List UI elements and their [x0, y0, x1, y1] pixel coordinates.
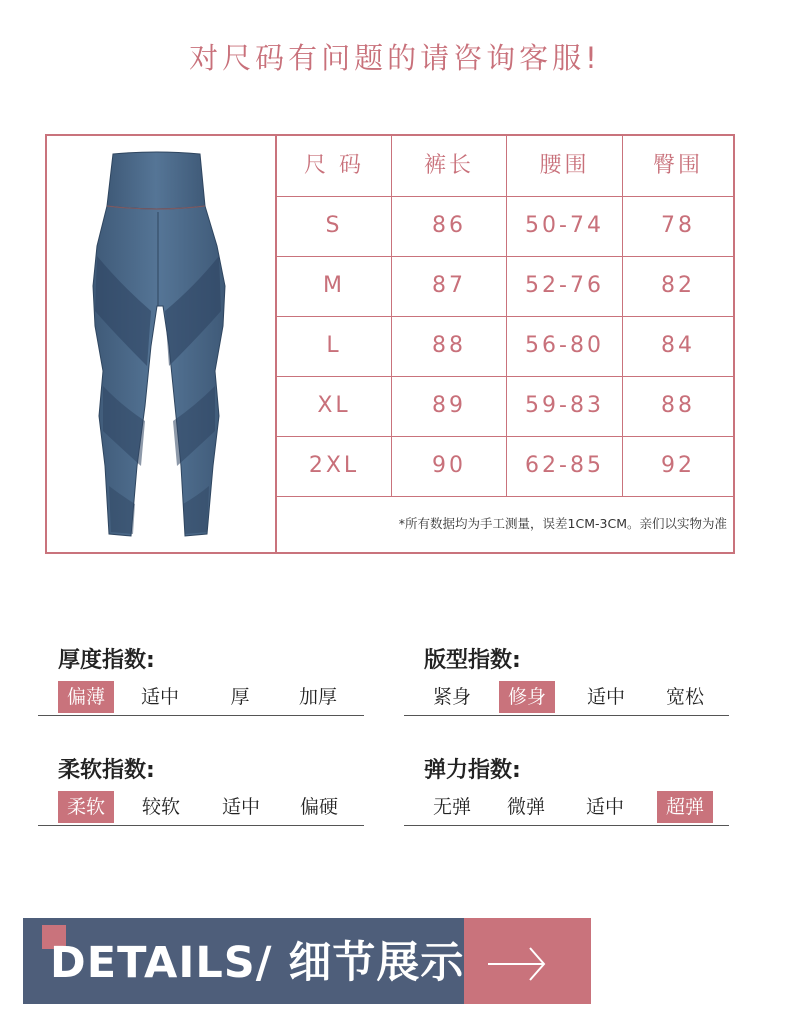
- table-row: [277, 376, 733, 437]
- fit-index: [424, 643, 729, 719]
- hip-cell: 92: [661, 453, 695, 478]
- index-title: 柔软指数:: [58, 758, 155, 783]
- index-option: 适中: [585, 796, 624, 818]
- index-option-selected: 超弹: [657, 791, 713, 823]
- measurement-note: *所有数据均为手工测量，误差1CM-3CM。亲们以实物为准: [398, 516, 727, 531]
- waist-cell: 59-83: [507, 376, 623, 436]
- details-label: DETAILS/ 细节展示: [50, 938, 465, 988]
- hip-cell: 88: [661, 393, 695, 418]
- index-title: 厚度指数:: [58, 648, 155, 673]
- index-option-selected: 修身: [499, 681, 555, 713]
- divider: [404, 715, 729, 716]
- size-grid: [277, 136, 733, 552]
- length-cell: 90: [392, 436, 507, 496]
- index-option-selected: 柔软: [58, 791, 114, 823]
- divider: [38, 715, 364, 716]
- size-table-header: [277, 136, 733, 197]
- header-length: 裤长: [392, 136, 507, 196]
- waist-cell: 50-74: [507, 196, 623, 256]
- table-row: [277, 196, 733, 257]
- index-title: 版型指数:: [424, 648, 521, 673]
- index-option: 宽松: [665, 686, 704, 708]
- index-option: 适中: [221, 796, 260, 818]
- elasticity-index: [424, 753, 729, 829]
- waist-cell: 62-85: [507, 436, 623, 496]
- waist-cell: 52-76: [507, 256, 623, 316]
- size-cell: XL: [277, 376, 392, 436]
- length-cell: 86: [392, 196, 507, 256]
- header-waist: 腰围: [507, 136, 623, 196]
- divider: [404, 825, 729, 826]
- arrow-right-icon: [464, 918, 591, 1004]
- header-hip: 臀围: [652, 153, 703, 178]
- product-image-leggings: [47, 136, 277, 552]
- thickness-index: [58, 643, 364, 719]
- length-cell: 87: [392, 256, 507, 316]
- table-row: [277, 256, 733, 317]
- index-option: 加厚: [298, 686, 337, 708]
- divider: [38, 825, 364, 826]
- hip-cell: 82: [661, 273, 695, 298]
- softness-index: [58, 753, 364, 829]
- hip-cell: 84: [661, 333, 695, 358]
- index-option: 适中: [140, 686, 179, 708]
- size-cell: S: [277, 196, 392, 256]
- hip-cell: 78: [661, 213, 695, 238]
- size-cell: L: [277, 316, 392, 376]
- leggings-illustration: [47, 136, 275, 552]
- size-cell: M: [277, 256, 392, 316]
- table-row: [277, 316, 733, 377]
- size-cell: 2XL: [277, 436, 392, 496]
- page-title: 对尺码有问题的请咨询客服!: [189, 41, 601, 75]
- waist-cell: 56-80: [507, 316, 623, 376]
- size-table: [45, 134, 735, 554]
- index-option: 微弹: [506, 796, 545, 818]
- header-size: 尺 码: [277, 136, 392, 196]
- table-row: [277, 436, 733, 497]
- index-option-selected: 偏薄: [58, 681, 114, 713]
- index-option: 偏硬: [299, 796, 338, 818]
- index-option: 紧身: [432, 686, 471, 708]
- length-cell: 88: [392, 316, 507, 376]
- details-arrow-button[interactable]: [464, 918, 591, 1004]
- length-cell: 89: [392, 376, 507, 436]
- index-option: 无弹: [432, 796, 471, 818]
- index-option: 厚: [230, 686, 250, 708]
- index-option: 适中: [586, 686, 625, 708]
- index-option: 较软: [141, 796, 180, 818]
- index-title: 弹力指数:: [424, 758, 521, 783]
